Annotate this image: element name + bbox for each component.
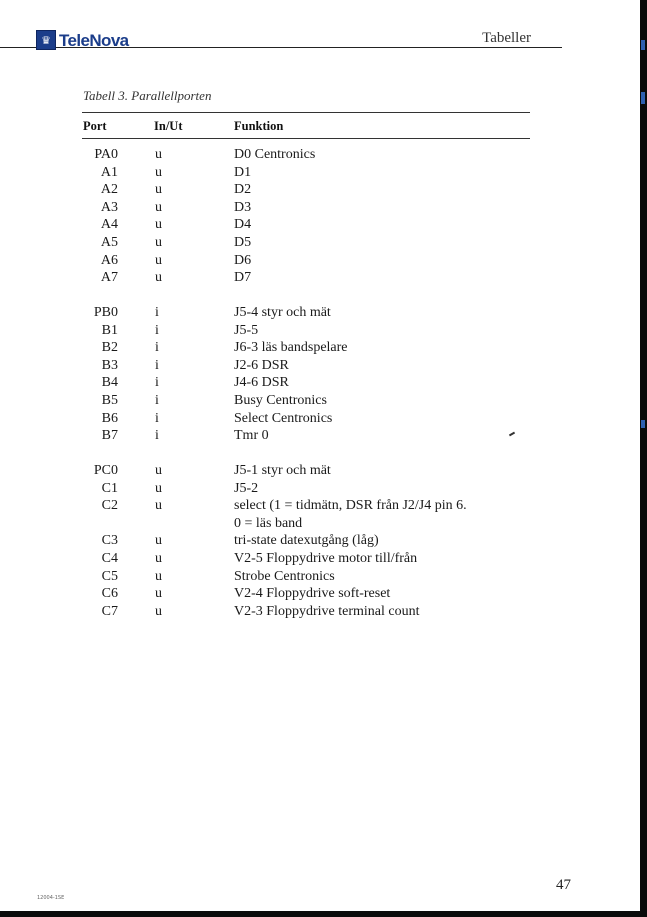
- table-row: [82, 497, 530, 532]
- column-header-port: Port: [83, 119, 107, 133]
- function-cell: D5: [234, 235, 252, 250]
- port-cell: A3: [100, 199, 118, 215]
- in-out-cell: i: [155, 305, 159, 320]
- function-cell: J5-1 styr och mät: [234, 463, 331, 478]
- function-cell: J5-5: [234, 322, 259, 338]
- telenova-logo: [36, 30, 129, 50]
- port-cell: PA0: [94, 147, 118, 162]
- in-out-cell: u: [155, 533, 162, 549]
- function-cell: V2-3 Floppydrive terminal count: [234, 603, 420, 619]
- function-cell: Tmr 0: [234, 428, 269, 444]
- table-row: [82, 234, 530, 252]
- port-cell: B4: [101, 375, 118, 391]
- table-row: [82, 427, 530, 445]
- in-out-cell: u: [155, 252, 162, 268]
- function-cell: D1: [234, 164, 252, 180]
- table-row: [82, 216, 530, 234]
- function-cell: D4: [234, 217, 252, 233]
- table-header-rule: [82, 138, 530, 139]
- in-out-cell: u: [155, 199, 162, 215]
- table-row: [82, 462, 530, 480]
- port-cell: PB0: [93, 305, 118, 320]
- port-cell: A5: [100, 235, 118, 250]
- table-row: [82, 374, 530, 392]
- function-cell: J5-2: [234, 480, 259, 496]
- in-out-cell: u: [155, 147, 162, 162]
- table-row: [82, 164, 530, 182]
- in-out-cell: i: [155, 357, 159, 373]
- function-cell: D7: [234, 270, 252, 286]
- table-row: [82, 322, 530, 340]
- scan-edge-right: [640, 0, 647, 917]
- crown-icon: ♛: [36, 30, 56, 50]
- function-cell: V2-4 Floppydrive soft-reset: [234, 586, 391, 602]
- page-number: 47: [556, 877, 571, 893]
- table-row: [82, 568, 530, 586]
- table-row: [82, 146, 530, 164]
- in-out-cell: u: [155, 270, 162, 286]
- in-out-cell: u: [155, 551, 162, 566]
- table-row: [82, 181, 530, 199]
- port-cell: B6: [101, 410, 118, 426]
- scan-artifact: [641, 40, 645, 50]
- table-row: [82, 269, 530, 287]
- table-row: [82, 410, 530, 428]
- function-cell: D2: [234, 182, 252, 198]
- section-title: Tabeller: [482, 30, 531, 46]
- port-cell: C3: [101, 533, 118, 549]
- in-out-cell: u: [155, 164, 162, 180]
- port-cell: A6: [100, 252, 118, 268]
- table-row: [82, 252, 530, 270]
- port-cell: B5: [101, 393, 118, 408]
- in-out-cell: i: [155, 410, 159, 426]
- in-out-cell: u: [155, 498, 162, 514]
- in-out-cell: u: [155, 235, 162, 250]
- scan-artifact: [641, 92, 645, 104]
- table-top-rule: [82, 112, 530, 113]
- port-cell: B2: [101, 340, 118, 356]
- table-row: [82, 550, 530, 568]
- in-out-cell: i: [155, 322, 159, 338]
- function-cell: D0 Centronics: [234, 147, 316, 162]
- function-cell: tri-state datexutgång (låg): [234, 533, 379, 549]
- function-cell: J4-6 DSR: [234, 375, 289, 391]
- port-cell: C5: [101, 568, 118, 584]
- function-cell: D3: [234, 199, 252, 215]
- table-row: [82, 199, 530, 217]
- function-cell: Select Centronics: [234, 410, 333, 426]
- port-cell: B7: [101, 428, 118, 444]
- port-cell: A4: [100, 217, 118, 233]
- in-out-cell: u: [155, 217, 162, 233]
- scan-edge-bottom: [0, 911, 647, 917]
- port-cell: C2: [101, 498, 118, 514]
- table-row: [82, 585, 530, 603]
- function-cell: Strobe Centronics: [234, 568, 335, 584]
- function-cell: J2-6 DSR: [234, 357, 289, 373]
- function-cell: D6: [234, 252, 252, 268]
- in-out-cell: u: [155, 568, 162, 584]
- in-out-cell: i: [155, 375, 159, 391]
- function-cell: J6-3 läs bandspelare: [234, 340, 348, 356]
- port-cell: C4: [101, 551, 118, 566]
- port-cell: PC0: [93, 463, 118, 478]
- port-cell: C7: [101, 603, 118, 619]
- in-out-cell: u: [155, 182, 162, 198]
- port-cell: C6: [101, 586, 118, 602]
- function-cell: select (1 = tidmätn, DSR från J2/J4 pin 6.: [234, 498, 467, 514]
- port-cell: B1: [101, 322, 118, 338]
- in-out-cell: u: [155, 480, 162, 496]
- port-cell: A1: [100, 164, 118, 180]
- document-code: 12004-1SE: [37, 895, 65, 901]
- scan-artifact: [641, 420, 645, 428]
- column-header-function: Funktion: [234, 119, 284, 133]
- port-cell: B3: [101, 357, 118, 373]
- column-header-in-out: In/Ut: [154, 119, 183, 133]
- table-row: [82, 480, 530, 498]
- function-cell: J5-4 styr och mät: [234, 305, 331, 320]
- in-out-cell: u: [155, 586, 162, 602]
- in-out-cell: u: [155, 603, 162, 619]
- in-out-cell: i: [155, 393, 159, 408]
- table-row: [82, 357, 530, 375]
- table-row: [82, 339, 530, 357]
- port-cell: A7: [100, 270, 118, 286]
- table-row: [82, 532, 530, 550]
- table-row: [82, 603, 530, 621]
- in-out-cell: i: [155, 428, 159, 444]
- table-row: [82, 392, 530, 410]
- function-cell: Busy Centronics: [234, 393, 327, 408]
- table-caption: Tabell 3. Parallellporten: [83, 88, 212, 103]
- function-cell-continuation: 0 = läs band: [234, 516, 303, 532]
- in-out-cell: u: [155, 463, 162, 478]
- port-cell: A2: [100, 182, 118, 198]
- table-row: [82, 304, 530, 322]
- port-cell: C1: [101, 480, 118, 496]
- in-out-cell: i: [155, 340, 159, 356]
- logo-text: TeleNova: [59, 30, 129, 50]
- function-cell: V2-5 Floppydrive motor till/från: [234, 551, 418, 566]
